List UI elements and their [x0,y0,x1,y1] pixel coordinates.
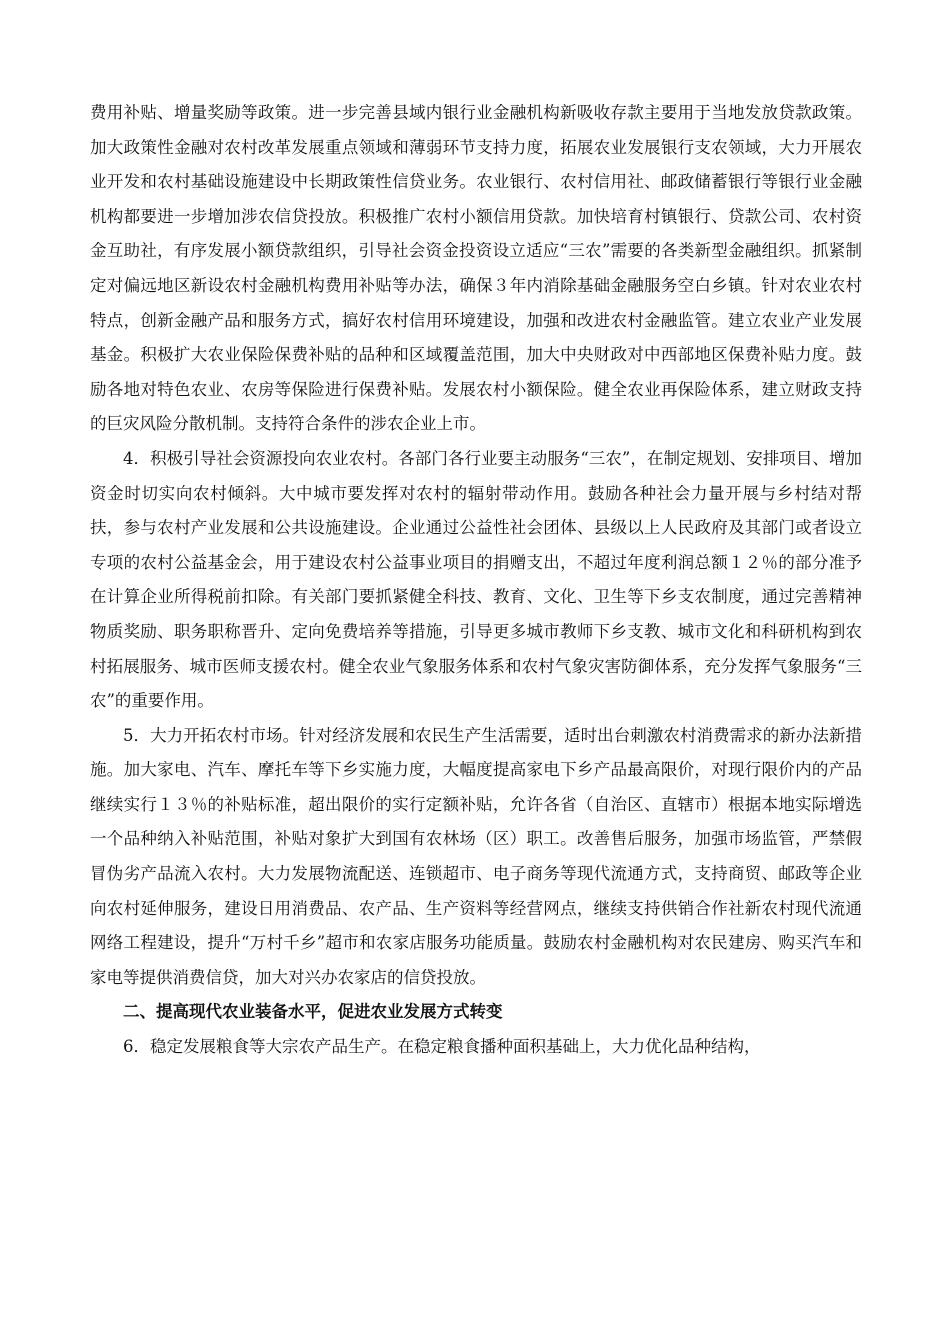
paragraph-financial-policy-continuation: 费用补贴、增量奖励等政策。进一步完善县域内银行业金融机构新吸收存款主要用于当地发放贷款政策。加大政策性金融对农村改革发展重点领域和薄弱环节支持力度，拓展农业发展银行支农领域，大力开展农业开发和农村基础设施建设中长期政策性信贷业务。农业银行、农村信用社、邮政储蓄银行等银行业金融机构都要进一步增加涉农信贷投放。积极推广农村小额信用贷款。加快培育村镇银行、贷款公司、农村资金互助社，有序发展小额贷款组织，引导社会资金投资设立适应“三农”需要的各类新型金融组织。抓紧制定对偏远地区新设农村金融机构费用补贴等办法，确保３年内消除基础金融服务空白乡镇。针对农业农村特点，创新金融产品和服务方式，搞好农村信用环境建设，加强和改进农村金融监管。建立农业产业发展基金。积极扩大农业保险保费补贴的品种和区域覆盖范围，加大中央财政对中西部地区保费补贴力度。鼓励各地对特色农业、农房等保险进行保费补贴。发展农村小额保险。健全农业再保险体系，建立财政支持的巨灾风险分散机制。支持符合条件的涉农企业上市。 [90,103,862,434]
document-page [90,96,862,1065]
section-heading-2: 二、提高现代农业装备水平，促进农业发展方式转变 [123,1002,503,1022]
paragraph-4-social-resources: 4．积极引导社会资源投向农业农村。各部门各行业要主动服务“三农”，在制定规划、安排项目、增加资金时切实向农村倾斜。大中城市要发挥对农村的辐射带动作用。鼓励各种社会力量开展与乡村结对帮扶，参与农村产业发展和公共设施建设。企业通过公益性社会团体、县级以上人民政府及其部门或者设立专项的农村公益基金会，用于建设农村公益事业项目的捐赠支出，不超过年度利润总额１２％的部分准予在计算企业所得税前扣除。有关部门要抓紧健全科技、教育、文化、卫生等下乡支农制度，通过完善精神物质奖励、职务职称晋升、定向免费培养等措施，引导更多城市教师下乡支教、城市文化和科研机构到农村拓展服务、城市医师支援农村。健全农业气象服务体系和农村气象灾害防御体系，充分发挥气象服务“三农”的重要作用。 [90,448,862,711]
paragraph-5-rural-market: 5．大力开拓农村市场。针对经济发展和农民生产生活需要，适时出台刺激农村消费需求的新办法新措施。加大家电、汽车、摩托车等下乡实施力度，大幅度提高家电下乡产品最高限价，对现行限价内的产品继续实行１３％的补贴标准，超出限价的实行定额补贴，允许各省（自治区、直辖市）根据本地实际增选一个品种纳入补贴范围，补贴对象扩大到国有农林场（区）职工。改善售后服务，加强市场监管，严禁假冒伪劣产品流入农村。大力发展物流配送、连锁超市、电子商务等现代流通方式，支持商贸、邮政等企业向农村延伸服务，建设日用消费品、农产品、生产资料等经营网点，继续支持供销合作社新农村现代流通网络工程建设，提升“万村千乡”超市和农家店服务功能质量。鼓励农村金融机构对农民建房、购买汽车和家电等提供消费信贷，加大对兴办农家店的信贷投放。 [90,725,862,987]
paragraph-6-grain-production: 6．稳定发展粮食等大宗农产品生产。在稳定粮食播种面积基础上，大力优化品种结构， [123,1037,761,1057]
